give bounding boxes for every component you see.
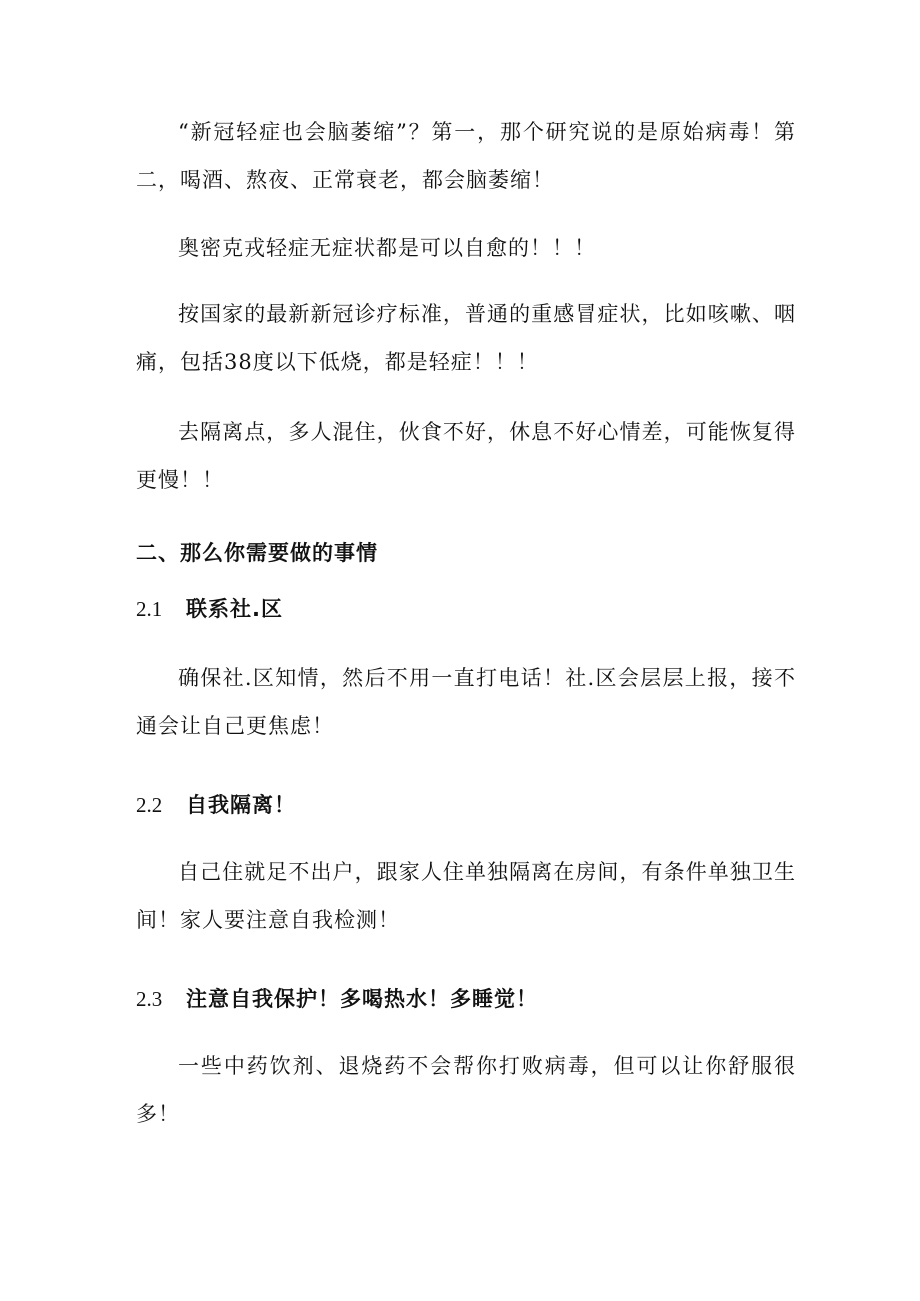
- sub-heading-2-3: [136, 984, 796, 1014]
- section-heading: 二、那么你需要做的事情: [136, 541, 378, 565]
- sub-heading-2-1: [136, 594, 796, 624]
- sub-heading-title: 联系社.区: [186, 597, 283, 621]
- sub-heading-number: 2.1: [136, 597, 163, 621]
- sub-heading-title: 自我隔离！: [186, 793, 296, 817]
- sub-heading-number: 2.2: [136, 793, 163, 817]
- sub-heading-title: 注意自我保护！多喝热水！多睡觉！: [186, 987, 538, 1011]
- paragraph-brain-atrophy: “新冠轻症也会脑萎缩”？第一，那个研究说的是原始病毒！第二，喝酒、熬夜、正常衰老，都会脑萎缩！: [136, 120, 796, 192]
- paragraph-self-protection: 一些中药饮剂、退烧药不会帮你打败病毒，但可以让你舒服很多！: [136, 1054, 796, 1126]
- paragraph-mild-standard: 按国家的最新新冠诊疗标准，普通的重感冒症状，比如咳嗽、咽痛，包括38度以下低烧，都是轻症！！！: [136, 302, 796, 374]
- paragraph-self-heal: 奥密克戎轻症无症状都是可以自愈的！！！: [178, 236, 596, 260]
- sub-heading-2-2: [136, 790, 796, 820]
- paragraph-contact-community: 确保社.区知情，然后不用一直打电话！社.区会层层上报，接不通会让自己更焦虑！: [136, 666, 796, 738]
- paragraph-self-isolation: 自己住就足不出户，跟家人住单独隔离在房间，有条件单独卫生间！家人要注意自我检测！: [136, 860, 796, 932]
- sub-heading-number: 2.3: [136, 987, 163, 1011]
- paragraph-quarantine-site: 去隔离点，多人混住，伙食不好，休息不好心情差，可能恢复得更慢！！: [136, 420, 796, 492]
